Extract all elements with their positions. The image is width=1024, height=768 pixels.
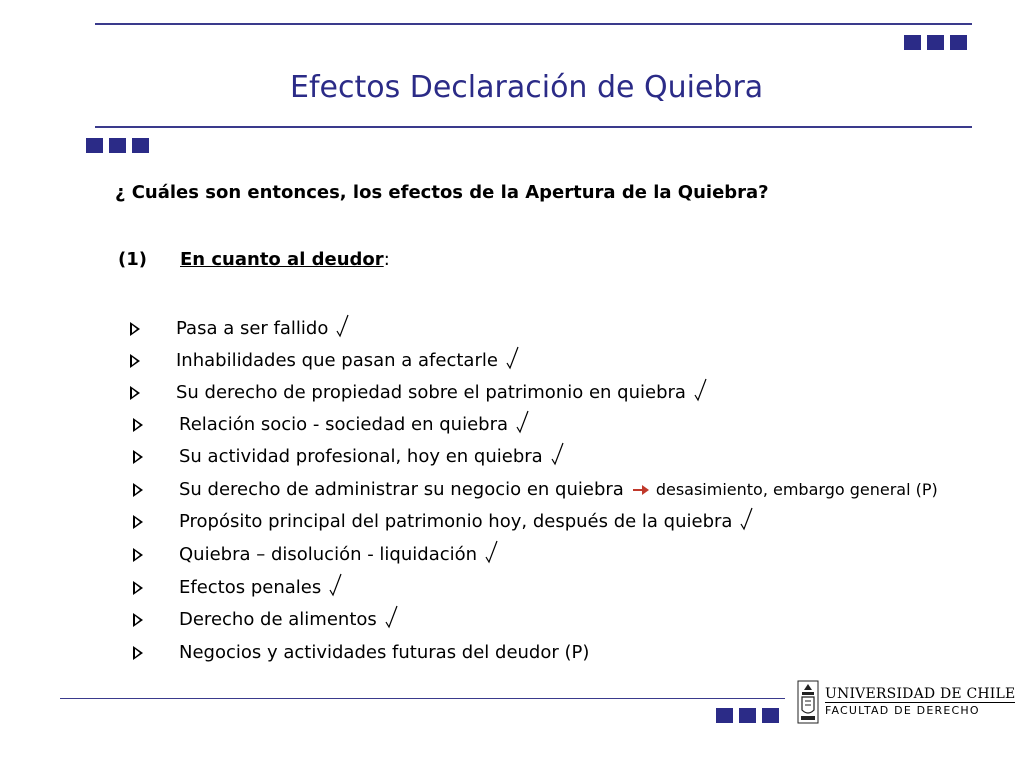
- right-arrow-icon: [632, 484, 650, 496]
- bullet-item: [133, 542, 499, 568]
- bullet-item: [133, 509, 754, 535]
- check-mark-icon: [506, 344, 520, 370]
- bullet-text: Quiebra – disolución - liquidación: [179, 544, 478, 565]
- bullet-arrow-icon: [133, 613, 143, 627]
- bullet-text: Su derecho de administrar su negocio en quiebra: [179, 479, 624, 500]
- bullet-text: Pasa a ser fallido: [176, 318, 329, 339]
- check-mark-icon: [336, 312, 350, 338]
- top-rule: [95, 23, 972, 25]
- logo-line-faculty: FACULTAD DE DERECHO: [825, 703, 980, 717]
- bullet-text: Su derecho de propiedad sobre el patrimonio en quiebra: [176, 382, 686, 403]
- subheading-text: En cuanto al deudor: [180, 249, 384, 270]
- bullet-arrow-icon: [133, 515, 143, 529]
- bullet-item: [133, 640, 589, 666]
- top-right-squares: [904, 35, 967, 50]
- check-mark-icon: [551, 440, 565, 466]
- bullet-text: Su actividad profesional, hoy en quiebra: [179, 446, 543, 467]
- bullet-arrow-icon: [133, 483, 143, 497]
- footer-squares: [716, 708, 779, 723]
- logo-line-university: UNIVERSIDAD DE CHILE: [825, 685, 1016, 702]
- subheading: [118, 249, 390, 270]
- bullet-text: Derecho de alimentos: [179, 609, 377, 630]
- check-mark-icon: [485, 538, 499, 564]
- bullet-arrow-icon: [130, 354, 140, 368]
- bullet-arrow-icon: [130, 386, 140, 400]
- bullet-item: [130, 380, 708, 406]
- check-mark-icon: [694, 376, 708, 402]
- bullet-arrow-icon: [133, 646, 143, 660]
- title-rule: [95, 126, 972, 128]
- bullet-item: [130, 348, 520, 374]
- subheading-number: (1): [118, 249, 147, 270]
- bullet-text: Propósito principal del patrimonio hoy, después de la quiebra: [179, 511, 733, 532]
- bullet-text: Efectos penales: [179, 577, 322, 598]
- bullet-item: [133, 607, 399, 633]
- bullet-arrow-icon: [133, 548, 143, 562]
- bullet-text: Negocios y actividades futuras del deudor (P): [179, 642, 590, 663]
- page-title: Efectos Declaración de Quiebra: [290, 70, 764, 105]
- bullet-item: [133, 444, 565, 470]
- check-mark-icon: [329, 571, 343, 597]
- bullet-extra-text: desasimiento, embargo general (P): [655, 480, 938, 499]
- left-squares: [86, 138, 149, 153]
- bullet-item: [133, 412, 530, 438]
- check-mark-icon: [740, 505, 754, 531]
- university-logo: [797, 680, 1015, 724]
- bullet-arrow-icon: [133, 450, 143, 464]
- bullet-item: [133, 575, 343, 601]
- subheading-suffix: :: [383, 249, 390, 270]
- bullet-text: Relación socio - sociedad en quiebra: [179, 414, 509, 435]
- check-mark-icon: [516, 408, 530, 434]
- question-text: ¿ Cuáles son entonces, los efectos de la Apertura de la Quiebra?: [115, 182, 769, 203]
- bullet-item: [130, 316, 350, 342]
- university-seal-icon: [797, 680, 819, 724]
- bullet-text: Inhabilidades que pasan a afectarle: [176, 350, 498, 371]
- bullet-item: [133, 477, 938, 503]
- bullet-arrow-icon: [133, 581, 143, 595]
- bullet-arrow-icon: [130, 322, 140, 336]
- check-mark-icon: [385, 603, 399, 629]
- bullet-arrow-icon: [133, 418, 143, 432]
- footer-rule: [60, 698, 785, 699]
